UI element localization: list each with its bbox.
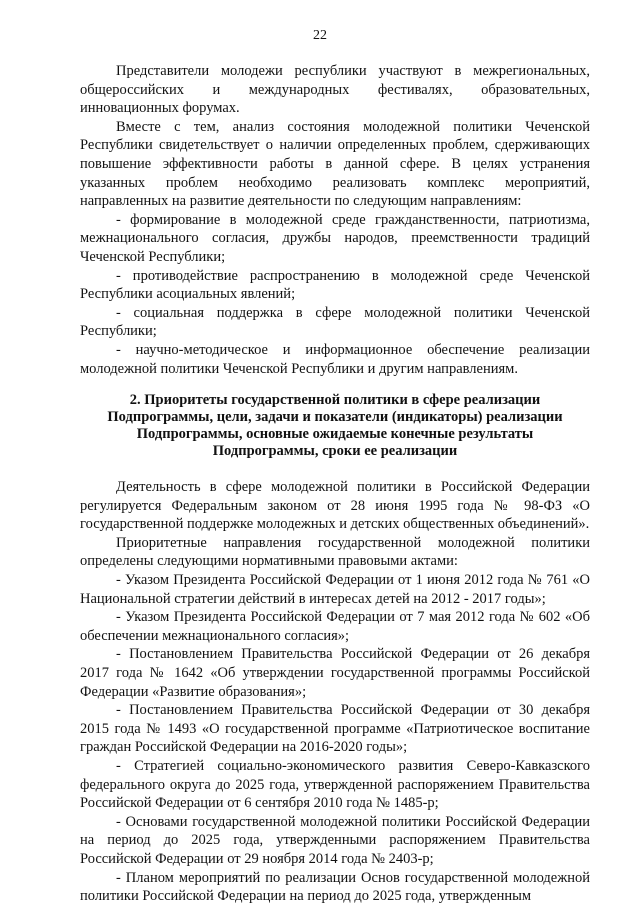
list-item: - Указом Президента Российской Федерации от 7 мая 2012 года № 602 «Об обеспечении межнационального согласия»; <box>80 609 590 644</box>
list-item: - Указом Президента Российской Федерации от 1 июня 2012 года № 761 «О Национальной стратегии действий в интересах детей на 2012 - 2017 годы»; <box>80 572 590 607</box>
heading-line: Подпрограммы, цели, задачи и показатели (индикаторы) реализации <box>107 409 563 426</box>
list-item: - Планом мероприятий по реализации Основ государственной молодежной политики Российской Федерации на период до 2025 года, утвержденным <box>80 869 590 905</box>
list-item: - Стратегией социально-экономического развития Северо-Кавказского федерального округа до 2025 года, утвержденной распоряжением Правительства Российской Федерации от 6 сентября 2010 года № 1485-р; <box>80 758 590 812</box>
heading-line: Подпрограммы, основные ожидаемые конечные результаты <box>136 426 534 443</box>
list-item: - Постановлением Правительства Российской Федерации от 26 декабря 2017 года № 1642 «Об утверждении государственной программы Российской Федерации «Развитие образования»; <box>80 646 590 700</box>
page-number: 22 <box>313 28 327 43</box>
list-item: - противодействие распространению в молодежной среде Чеченской Республики асоциальных явлений; <box>80 267 590 303</box>
paragraph: Вместе с тем, анализ состояния молодежной политики Чеченской Республики свидетельствует о наличии определенных проблем, сдерживающих повышение эффективности работы в данной сфере. В целях устранения указанных проблем необходимо реализовать комплекс мероприятий, направленных на развитие деятельности по следующим направлениям: <box>80 118 590 210</box>
paragraph: Представители молодежи республики участвуют в межрегиональных, общероссийских и международных фестивалях, образовательных, инновационных форумах. <box>80 63 590 117</box>
list-item: - научно-методическое и информационное обеспечение реализации молодежной политики Чеченской Республики и другим направлениям. <box>80 341 590 377</box>
paragraph: Приоритетные направления государственной молодежной политики определены следующими нормативными правовыми актами: <box>80 534 590 570</box>
heading-line: Подпрограммы, сроки ее реализации <box>212 443 458 460</box>
document-body <box>80 62 590 906</box>
heading-line: 2. Приоритеты государственной политики в сфере реализации <box>129 392 541 409</box>
list-item: - формирование в молодежной среде гражданственности, патриотизма, межнационального согласия, дружбы народов, преемственности традиций Чеченской Республики; <box>80 211 590 265</box>
list-item: - социальная поддержка в сфере молодежной политики Чеченской Республики; <box>80 304 590 340</box>
section-heading <box>80 392 590 460</box>
list-item: - Основами государственной молодежной политики Российской Федерации на период до 2025 года, утвержденными распоряжением Правительства Российской Федерации от 29 ноября 2014 года № 2403-р; <box>80 813 590 867</box>
paragraph: Деятельность в сфере молодежной политики в Российской Федерации регулируется Федеральным законом от 28 июня 1995 года № 98-ФЗ «О государственной поддержке молодежных и детских общественных объединений». <box>80 479 590 533</box>
list-item: - Постановлением Правительства Российской Федерации от 30 декабря 2015 года № 1493 «О государственной программе «Патриотическое воспитание граждан Российской Федерации на 2016-2020 годы»; <box>80 702 590 756</box>
